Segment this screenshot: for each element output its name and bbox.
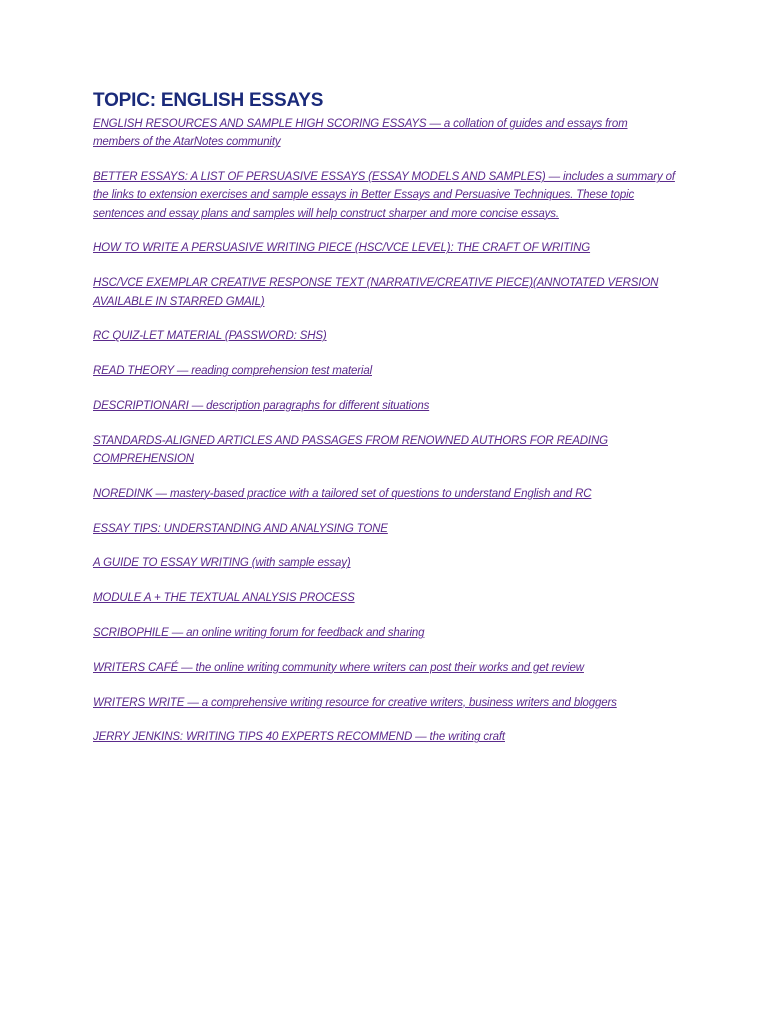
link-guide-essay-writing[interactable]: A GUIDE TO ESSAY WRITING (with sample essay)	[93, 557, 351, 570]
resource-link-list	[93, 114, 675, 746]
list-item	[93, 519, 675, 537]
list-item	[93, 553, 675, 571]
list-item	[93, 326, 675, 344]
link-read-theory[interactable]: READ THEORY — reading comprehension test material	[93, 365, 372, 378]
list-item	[93, 727, 675, 745]
list-item	[93, 693, 675, 711]
link-english-resources[interactable]: ENGLISH RESOURCES AND SAMPLE HIGH SCORING ESSAYS — a collation of guides and essays from members of the AtarNotes community	[93, 118, 628, 149]
list-item	[93, 361, 675, 379]
link-persuasive-writing[interactable]: HOW TO WRITE A PERSUASIVE WRITING PIECE (HSC/VCE LEVEL): THE CRAFT OF WRITING	[93, 242, 591, 255]
link-noredink[interactable]: NOREDINK — mastery-based practice with a tailored set of questions to understand English and RC	[93, 487, 592, 500]
list-item	[93, 396, 675, 414]
page-title: TOPIC: ENGLISH ESSAYS	[93, 90, 324, 111]
link-module-a[interactable]: MODULE A + THE TEXTUAL ANALYSIS PROCESS	[93, 592, 355, 605]
list-item	[93, 658, 675, 676]
list-item	[93, 588, 675, 606]
list-item	[93, 484, 675, 502]
link-descriptionari[interactable]: DESCRIPTIONARI — description paragraphs for different situations	[93, 399, 430, 412]
list-item	[93, 114, 675, 151]
list-item	[93, 431, 675, 468]
link-essay-tips-tone[interactable]: ESSAY TIPS: UNDERSTANDING AND ANALYSING TONE	[93, 522, 388, 535]
link-scribophile[interactable]: SCRIBOPHILE — an online writing forum for feedback and sharing	[93, 627, 425, 640]
list-item	[93, 623, 675, 641]
link-writers-cafe[interactable]: WRITERS CAFÉ — the online writing community where writers can post their works and get review	[93, 661, 584, 674]
link-jerry-jenkins[interactable]: JERRY JENKINS: WRITING TIPS 40 EXPERTS RECOMMEND — the writing craft	[93, 731, 505, 744]
list-item	[93, 238, 675, 256]
link-writers-write[interactable]: WRITERS WRITE — a comprehensive writing resource for creative writers, business writers and bloggers	[93, 696, 617, 709]
link-standards-aligned-articles[interactable]: STANDARDS-ALIGNED ARTICLES AND PASSAGES FROM RENOWNED AUTHORS FOR READING COMPREHENSION	[93, 434, 608, 466]
list-item	[93, 167, 675, 222]
list-item	[93, 273, 675, 310]
link-better-essays[interactable]: BETTER ESSAYS: A LIST OF PERSUASIVE ESSAYS (ESSAY MODELS AND SAMPLES) — includes a summary of the links to extension exercises and sample essays in Better Essays and Persuasive Techniques. These topic sentences and essay plans and samples will help construct sharper and more concise essays.	[93, 171, 675, 220]
document-page	[93, 88, 675, 762]
link-exemplar-creative-response[interactable]: HSC/VCE EXEMPLAR CREATIVE RESPONSE TEXT (NARRATIVE/CREATIVE PIECE)(ANNOTATED VERSION AVAILABLE IN STARRED GMAIL)	[93, 277, 659, 308]
link-rc-quizlet[interactable]: RC QUIZ-LET MATERIAL (PASSWORD: SHS)	[93, 330, 327, 343]
